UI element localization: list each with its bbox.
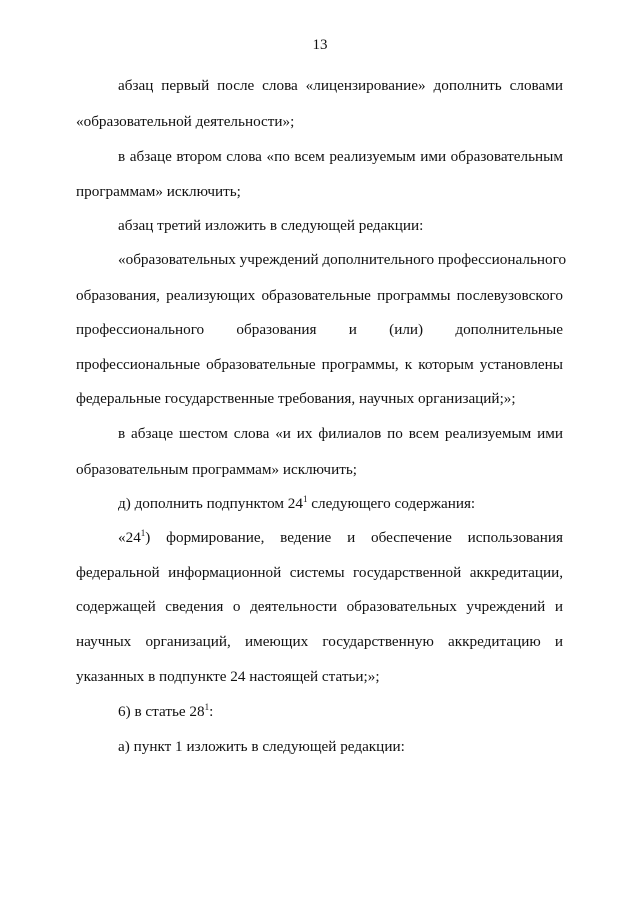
paragraph-line: профессиональные образовательные программы, к которым установлены [76,356,563,373]
superscript: 1 [303,494,308,504]
paragraph-line: абзац первый после слова «лицензирование» дополнить словами [118,77,563,94]
text-after: следующего содержания: [307,495,476,512]
paragraph-line: «образовательной деятельности»; [76,113,295,130]
paragraph-line: в абзаце шестом слова «и их филиалов по всем реализуемым ими [118,425,563,442]
paragraph-line: федеральные государственные требования, научных организаций;»; [76,390,516,407]
text-after: : [209,703,214,720]
text-before: д) дополнить подпунктом 24 [118,495,303,512]
superscript: 1 [140,528,146,538]
paragraph-line: программам» исключить; [76,183,241,200]
page-number: 13 [312,37,328,53]
paragraph-line: содержащей сведения о деятельности образовательных учреждений и [76,598,563,615]
text-before: «24 [118,529,141,546]
paragraph-line-with-superscript [118,702,563,722]
paragraph-line: федеральной информационной системы государственной аккредитации, [76,564,563,581]
paragraph-line: в абзаце втором слова «по всем реализуемым ими образовательным [118,148,563,165]
paragraph-line: образования, реализующих образовательные программы послевузовского [76,287,563,304]
paragraph-line: научных организаций, имеющих государственную аккредитацию и [76,633,563,650]
paragraph-line: указанных в подпункте 24 настоящей статьи;»; [76,668,380,685]
superscript: 1 [204,702,210,712]
text-after: ) формирование, ведение и обеспечение использования [145,529,563,546]
paragraph-line-with-superscript [118,528,563,548]
text-before: 6) в статье 28 [118,703,205,720]
paragraph-line: абзац третий изложить в следующей редакции: [118,217,424,234]
paragraph-line-with-superscript [118,494,563,514]
paragraph-line: образовательным программам» исключить; [76,461,357,478]
paragraph-line: «образовательных учреждений дополнительного профессионального [118,251,567,268]
paragraph-line: профессионального образования и (или) дополнительные [76,321,563,338]
paragraph-line: а) пункт 1 изложить в следующей редакции: [118,738,405,755]
